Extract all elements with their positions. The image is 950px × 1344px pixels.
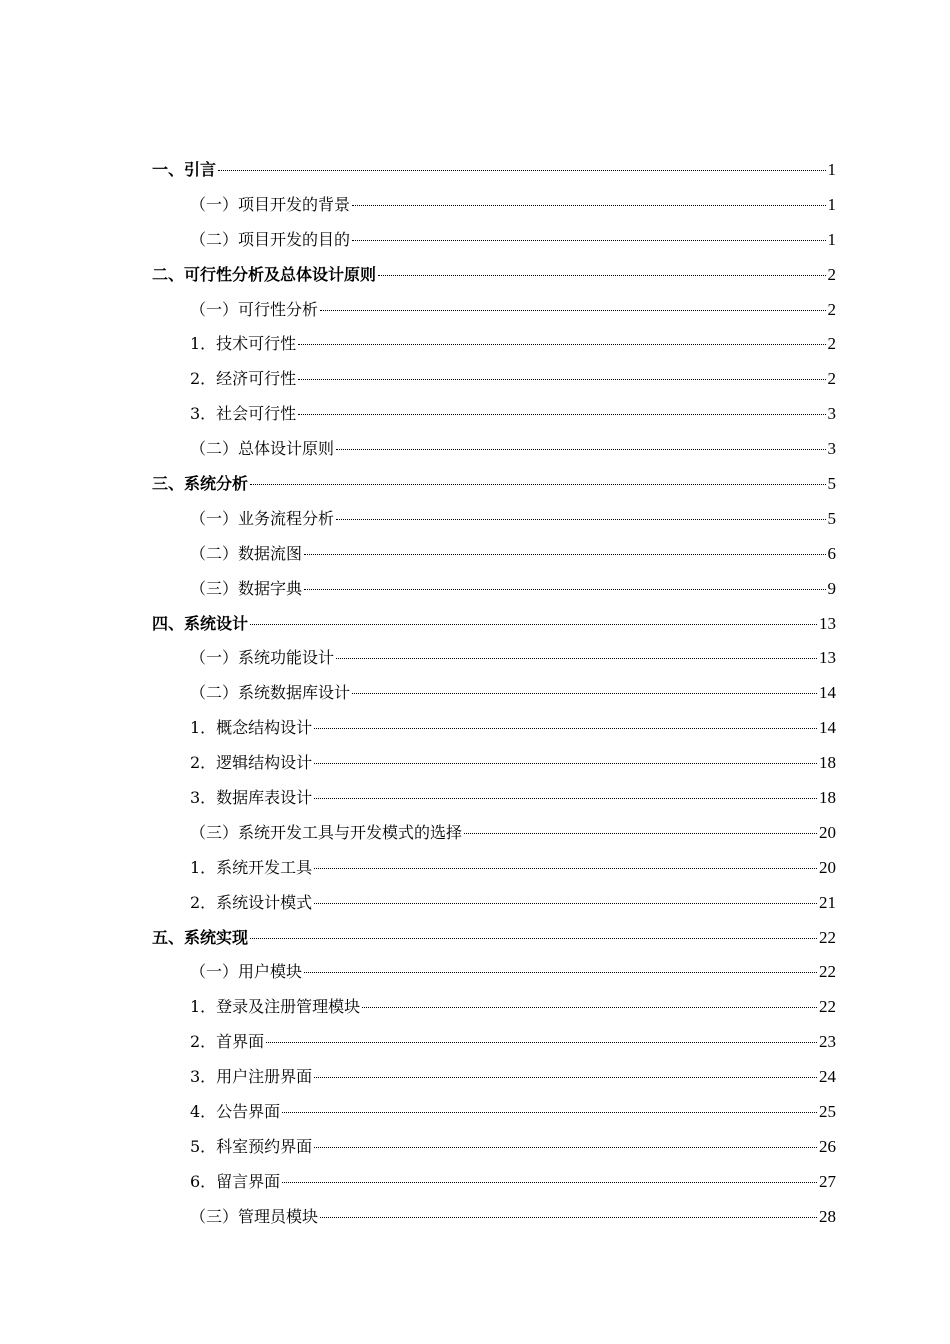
toc-dot-leader	[336, 656, 817, 659]
toc-entry-title: 3．社会可行性	[190, 404, 297, 424]
toc-page-number: 6	[827, 543, 836, 563]
toc-entry[interactable]	[152, 711, 836, 746]
toc-page-number: 2	[827, 264, 836, 284]
toc-entry[interactable]	[152, 397, 836, 432]
toc-entry-title: 3．数据库表设计	[190, 788, 313, 808]
toc-dot-leader	[282, 1180, 817, 1183]
toc-entry-title: （二）数据流图	[190, 543, 303, 563]
toc-entry-title: （一）业务流程分析	[190, 508, 335, 528]
toc-dot-leader	[314, 761, 817, 764]
toc-page-number: 26	[819, 1136, 836, 1156]
toc-entry-title: （三）数据字典	[190, 578, 303, 598]
toc-entry[interactable]	[152, 641, 836, 676]
toc-dot-leader	[304, 587, 825, 590]
toc-dot-leader	[298, 377, 825, 380]
toc-entry[interactable]	[152, 1130, 836, 1165]
toc-dot-leader	[282, 1110, 817, 1113]
toc-entry[interactable]	[152, 258, 836, 293]
toc-entry-title: 一、引言	[152, 160, 217, 179]
toc-entry-title: 二、可行性分析及总体设计原则	[152, 264, 377, 284]
toc-entry-title: （一）系统功能设计	[190, 648, 335, 668]
toc-entry[interactable]	[152, 676, 836, 711]
toc-entry-title: 1．系统开发工具	[190, 857, 313, 877]
toc-dot-leader	[298, 412, 825, 415]
toc-entry[interactable]	[152, 1200, 836, 1235]
toc-page-number: 3	[827, 404, 836, 424]
toc-page-number: 14	[819, 718, 836, 738]
toc-page-number: 5	[827, 474, 836, 494]
toc-page-number: 18	[819, 788, 836, 808]
toc-dot-leader	[314, 901, 817, 904]
toc-dot-leader	[352, 691, 817, 694]
toc-page-number: 2	[827, 369, 836, 389]
toc-dot-leader	[464, 831, 817, 834]
table-of-contents	[152, 153, 836, 1235]
toc-entry[interactable]	[152, 1165, 836, 1200]
toc-entry-title: 1．登录及注册管理模块	[190, 997, 361, 1017]
toc-entry[interactable]	[152, 153, 836, 188]
toc-entry[interactable]	[152, 886, 836, 921]
toc-entry-title: 三、系统分析	[152, 474, 249, 494]
toc-entry-title: 2．经济可行性	[190, 369, 297, 389]
toc-dot-leader	[320, 308, 825, 311]
toc-entry[interactable]	[152, 467, 836, 502]
toc-entry-title: 五、系统实现	[152, 927, 249, 947]
toc-entry[interactable]	[152, 1025, 836, 1060]
toc-entry[interactable]	[152, 921, 836, 956]
toc-dot-leader	[304, 970, 817, 973]
toc-page-number: 27	[819, 1171, 836, 1191]
toc-page-number: 20	[819, 857, 836, 877]
toc-page-number: 18	[819, 753, 836, 773]
toc-entry-title: 5．科室预约界面	[190, 1136, 313, 1156]
toc-entry[interactable]	[152, 572, 836, 607]
toc-entry[interactable]	[152, 746, 836, 781]
toc-page-number: 1	[827, 229, 836, 249]
toc-page-number: 1	[827, 160, 836, 179]
toc-page-number: 21	[819, 892, 836, 912]
toc-entry[interactable]	[152, 1095, 836, 1130]
toc-page-number: 23	[819, 1032, 836, 1052]
toc-entry[interactable]	[152, 851, 836, 886]
toc-entry-title: 6．留言界面	[190, 1171, 281, 1191]
toc-page-number: 24	[819, 1067, 836, 1087]
toc-entry[interactable]	[152, 223, 836, 258]
toc-entry-title: 四、系统设计	[152, 613, 249, 633]
toc-entry-title: 4．公告界面	[190, 1102, 281, 1122]
toc-entry-title: （三）系统开发工具与开发模式的选择	[190, 822, 463, 842]
toc-dot-leader	[250, 936, 817, 939]
toc-page-number: 25	[819, 1102, 836, 1122]
toc-page-number: 9	[827, 578, 836, 598]
toc-entry[interactable]	[152, 362, 836, 397]
toc-entry-title: （一）可行性分析	[190, 299, 319, 319]
toc-dot-leader	[362, 1005, 817, 1008]
toc-entry[interactable]	[152, 607, 836, 642]
toc-dot-leader	[304, 552, 825, 555]
toc-dot-leader	[314, 866, 817, 869]
toc-entry-title: （二）项目开发的目的	[190, 229, 351, 249]
toc-dot-leader	[336, 447, 825, 450]
toc-page-number: 1	[827, 194, 836, 214]
toc-entry[interactable]	[152, 537, 836, 572]
toc-entry-title: 2．系统设计模式	[190, 892, 313, 912]
toc-page-number: 2	[827, 334, 836, 354]
toc-dot-leader	[320, 1215, 817, 1218]
toc-entry-title: （一）项目开发的背景	[190, 194, 351, 214]
toc-dot-leader	[266, 1040, 817, 1043]
toc-entry-title: 3．用户注册界面	[190, 1067, 313, 1087]
toc-dot-leader	[352, 238, 825, 241]
toc-entry-title: 2．首界面	[190, 1032, 265, 1052]
toc-dot-leader	[378, 273, 825, 276]
toc-entry-title: 2．逻辑结构设计	[190, 753, 313, 773]
toc-page-number: 28	[819, 1206, 836, 1226]
toc-page-number: 14	[819, 683, 836, 703]
toc-dot-leader	[314, 796, 817, 799]
toc-dot-leader	[298, 342, 825, 345]
toc-page-number: 22	[819, 997, 836, 1017]
toc-dot-leader	[250, 482, 825, 485]
toc-entry[interactable]	[152, 816, 836, 851]
toc-entry[interactable]	[152, 781, 836, 816]
toc-dot-leader	[314, 1145, 817, 1148]
toc-dot-leader	[314, 1075, 817, 1078]
toc-page-number: 22	[819, 927, 836, 947]
toc-entry[interactable]	[152, 990, 836, 1025]
toc-entry[interactable]	[152, 955, 836, 990]
toc-page-number: 5	[827, 508, 836, 528]
toc-entry-title: 1．技术可行性	[190, 334, 297, 354]
toc-entry-title: （二）总体设计原则	[190, 439, 335, 459]
toc-page-number: 3	[827, 439, 836, 459]
toc-dot-leader	[218, 168, 825, 171]
toc-entry-title: （一）用户模块	[190, 962, 303, 982]
toc-entry[interactable]	[152, 432, 836, 467]
toc-entry[interactable]	[152, 327, 836, 362]
toc-dot-leader	[250, 622, 817, 625]
toc-entry-title: （三）管理员模块	[190, 1206, 319, 1226]
toc-entry-title: 1．概念结构设计	[190, 718, 313, 738]
toc-page-number: 20	[819, 822, 836, 842]
toc-page-number: 2	[827, 299, 836, 319]
toc-page-number: 22	[819, 962, 836, 982]
toc-entry[interactable]	[152, 188, 836, 223]
toc-entry-title: （二）系统数据库设计	[190, 683, 351, 703]
toc-page-number: 13	[819, 648, 836, 668]
toc-dot-leader	[352, 203, 825, 206]
toc-entry[interactable]	[152, 293, 836, 328]
toc-dot-leader	[336, 517, 825, 520]
toc-dot-leader	[314, 726, 817, 729]
toc-entry[interactable]	[152, 1060, 836, 1095]
toc-page-number: 13	[819, 613, 836, 633]
toc-entry[interactable]	[152, 502, 836, 537]
